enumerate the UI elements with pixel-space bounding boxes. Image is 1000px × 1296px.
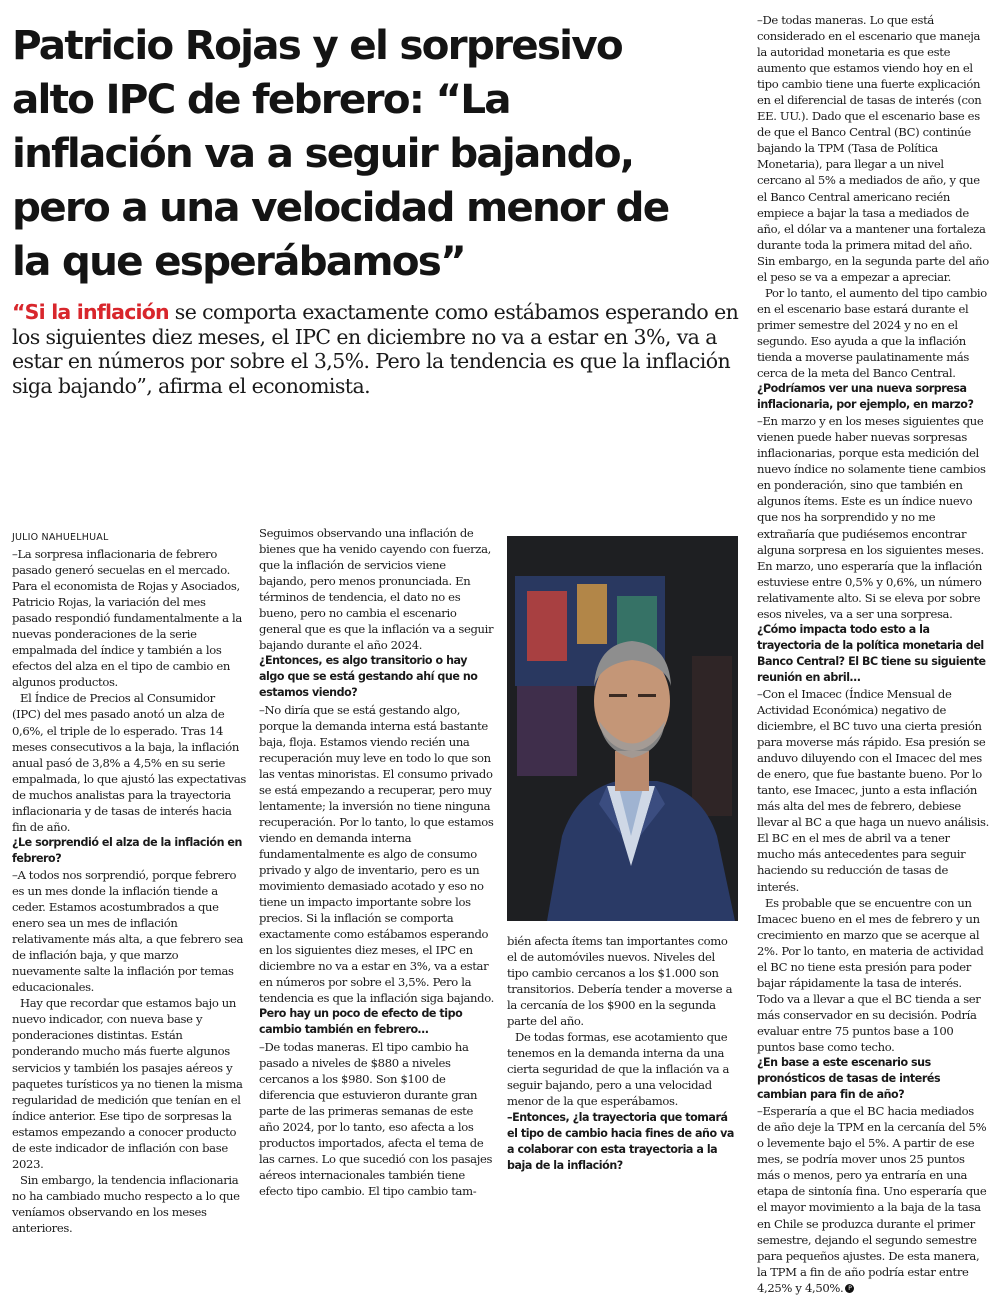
paragraph: Es probable que se encuentre con un Imacec bueno en el mes de febrero y un crecimiento en marzo que se acerque al 2%. Por lo tanto, en materia de actividad el BC no tiene esta presión para poder bajar rápidamente la tasa de interés. Todo va a llevar a que el BC tienda a ser más conservador en su decisión. Podría evaluar entre 75 puntos base a 100 puntos base como techo. — [757, 895, 984, 1054]
lede — [12, 300, 742, 398]
paragraph: Hay que recordar que estamos bajo un nuevo indicador, con nueva base y ponderaciones distintas. Están ponderando mucho más fuerte algunos servicios y también los pasajes aéreos y paquetes turísticos ya no tienen la misma regularidad de medición que tenían en el índice anterior. Ese tipo de sorpresas la estamos empezando a conocer producto de este indicador de inflación con base 2023. — [12, 996, 243, 1171]
paragraph: bién afecta ítems tan importantes como el de automóviles nuevos. Niveles del tipo cambio cercanos a los $1.000 son transitorios. Debería tender a moverse a la cercanía de los $900 en la segunda parte del año. — [507, 934, 733, 1029]
column-2 — [259, 525, 495, 1199]
lede-line — [12, 300, 742, 325]
paragraph: Seguimos observando una inflación de bienes que ha venido cayendo con fuerza, que la inflación de servicios viene bajando, pero menos pronunciada. En términos de tendencia, el dato no es bueno, pero no cambia el escenario general que es que la inflación va a seguir bajando durante el año 2024. — [259, 526, 494, 653]
interview-question: ¿Cómo impacta todo esto a la trayectoria de la política monetaria del Banco Central? El BC tiene su siguiente reunión en abril… — [757, 622, 986, 684]
paragraph: –La sorpresa inflacionaria de febrero pasado generó secuelas en el mercado. Para el economista de Rojas y Asociados, Patricio Rojas, la variación del mes pasado respondió fundamentalmente a la nuevas ponderaciones de la serie empalmada del índice y también a los efectos del alza en el tipo de cambio en algunos productos. — [12, 547, 242, 690]
interview-answer: –En marzo y en los meses siguientes que vienen puede haber nuevas sorpresas inflacionarias, porque esta medición del nuevo índice no solamente tiene cambios en ponderación, sino que también en algunos ítems. Este es un índice nuevo que nos ha sorprendido y no me extrañaría que pudiésemos encontrar alguna sorpresa en los siguientes meses. En marzo, uno esperaría que la inflación estuviese entre 0,5% y 0,6%, un número relativamente alto. Si se eleva por sobre esos niveles, va a ser una sorpresa. — [757, 414, 986, 621]
portrait-photo — [507, 536, 738, 921]
interview-answer: –De todas maneras. El tipo cambio ha pasado a niveles de $880 a niveles cercanos a los $980. Son $100 de diferencia que estuvieron durante gran parte de las primeras semanas de este año 2024, por lo tanto, eso afecta a los productos importados, afecta el tema de las carnes. Lo que sucedió con los pasajes aéreos internacionales también tiene efecto tipo cambio. El tipo cambio tam- — [259, 1039, 493, 1198]
interview-question: ¿En base a este escenario sus pronósticos de tasas de interés cambian para fin de año? — [757, 1056, 941, 1102]
paragraph: De todas formas, ese acotamiento que tenemos en la demanda interna da una cierta seguridad de que la inflación va a seguir bajando, pero a una velocidad menor de la que esperábamos. — [507, 1030, 730, 1109]
interview-answer — [757, 1103, 989, 1296]
interview-answer: –No diría que se está gestando algo, porque la demanda interna está bastante baja, floja. Estamos viendo recién una recuperación muy leve en todo lo que son las ventas minoristas. El consumo privado se está empezando a recuperar, pero muy lentamente; la inversión no tiene ninguna recuperación. Por lo tanto, lo que estamos viendo en demanda interna fundamentalmente es algo de consumo privado y algo de inventario, pero es un movimiento demasiado acotado y eso no tiene un impacto importante sobre los precios. Si la inflación se comporta exactamente como estábamos esperando en los siguientes diez meses, el IPC en diciembre no va a estar en 3%, va a estar en números por sobre el 3,5%. Pero la tendencia es que la inflación siga bajando. — [259, 702, 495, 1006]
answer-text: –Esperaría a que el BC hacia mediados de año deje la TPM en la cercanía del 5% o levemente bajo el 5%. A partir de ese mes, se podría mover unos 25 puntos más o menos, pero ya entraría en una etapa de sintonía fina. Uno esperaría que el mayor movimiento a la baja de la tasa en Chile se produzca durante el primer semestre, dejando el segundo semestre para pequeños ajustes. De esta manera, la TPM a fin de año podría estar entre 4,25% y 4,50%. — [757, 1104, 987, 1295]
paragraph: Sin embargo, la tendencia inflacionaria no ha cambiado mucho respecto a lo que veníamos observando en los meses anteriores. — [12, 1172, 240, 1235]
end-mark-icon: P — [845, 1284, 854, 1293]
paragraph: El Índice de Precios al Consumidor (IPC) del mes pasado anotó un alza de 0,6%, el triple de lo esperado. Tras 14 meses consecutivos a la baja, la inflación anual pasó de 3,8% a 4,5% en su serie empalmada, lo que ajustó las expectativas de muchos analistas para la trayectoria inflacionaria y de tasas de interés hacia fin de año. — [12, 691, 246, 834]
headline-line: Patricio Rojas y el sorpresivo — [12, 21, 622, 69]
interview-question: ¿Entonces, es algo transitorio o hay algo que se está gestando ahí que no estamos viendo? — [259, 654, 478, 700]
lede-line: los siguientes diez meses, el IPC en diciembre no va a estar en 3%, va a — [12, 324, 717, 349]
column-1 — [12, 532, 246, 1236]
headline-line: pero a una velocidad menor de — [12, 183, 669, 231]
interview-question: ¿Le sorprendió el alza de la inflación en febrero? — [12, 835, 242, 865]
headline-line: alto IPC de febrero: “La — [12, 75, 510, 123]
lede-highlight: “Si la inflación — [12, 300, 169, 324]
headline-line: inflación va a seguir bajando, — [12, 129, 634, 177]
interview-question: –Entonces, ¿la trayectoria que tomará el tipo de cambio hacia fines de año va a colaborar con esta trayectoria a la baja de la inflación? — [507, 1110, 734, 1172]
interview-answer: –A todos nos sorprendió, porque febrero es un mes donde la inflación tiende a ceder. Estamos acostumbrados a que enero sea un mes de inflación relativamente más alta, a que febrero sea de inflación baja, y que marzo nuevamente salte la inflación por temas educacionales. — [12, 867, 244, 995]
headline — [12, 18, 740, 288]
lede-line: siga bajando”, afirma el economista. — [12, 373, 370, 398]
column-4 — [757, 12, 989, 1296]
headline-line: la que esperábamos” — [12, 237, 465, 285]
interview-question: Pero hay un poco de efecto de tipo cambio también en febrero… — [259, 1007, 463, 1037]
interview-answer: –De todas maneras. Lo que está considerado en el escenario que maneja la autoridad monetaria es que este aumento que estamos viendo hoy en el tipo cambio tiene una fuerte explicación en el diferencial de tasas de interés (con EE. UU.). Dado que el escenario base es de que el Banco Central (BC) continúe bajando la TPM (Tasa de Política Monetaria), para llegar a un nivel cercano al 5% a mediados de año, y que el Banco Central americano recién empiece a bajar la tasa a mediados de año, el dólar va a mantener una fortaleza durante toda la primera mitad del año. Sin embargo, en la segunda parte del año el peso se va a empezar a apreciar. — [757, 13, 989, 284]
interview-question: ¿Podríamos ver una nueva sorpresa inflacionaria, por ejemplo, en marzo? — [757, 382, 974, 412]
byline: JULIO NAHUELHUAL — [12, 532, 109, 543]
lede-text: se comporta exactamente como estábamos esperando en — [168, 300, 739, 324]
interview-answer: –Con el Imacec (Índice Mensual de Actividad Económica) negativo de diciembre, el BC tuvo una cierta presión para moverse más rápido. Esa presión se anduvo diluyendo con el Imacec del mes de enero, que fue bastante bueno. Por lo tanto, ese Imacec, junto a esta inflación más alta del mes de febrero, debiese llevar al BC a que haga un nuevo análisis. El BC en el mes de abril va a tener mucho más antecedentes para seguir haciendo su reducción de tasas de interés. — [757, 686, 989, 894]
lede-line: estar en números por sobre el 3,5%. Pero la tendencia es que la inflación — [12, 349, 731, 373]
paragraph: Por lo tanto, el aumento del tipo cambio en el escenario base estará durante el primer semestre del 2024 y no en el segundo. Eso ayuda a que la inflación tienda a moverse paulatinamente más cerca de la meta del Banco Central. — [757, 285, 987, 381]
column-3 — [507, 933, 739, 1174]
